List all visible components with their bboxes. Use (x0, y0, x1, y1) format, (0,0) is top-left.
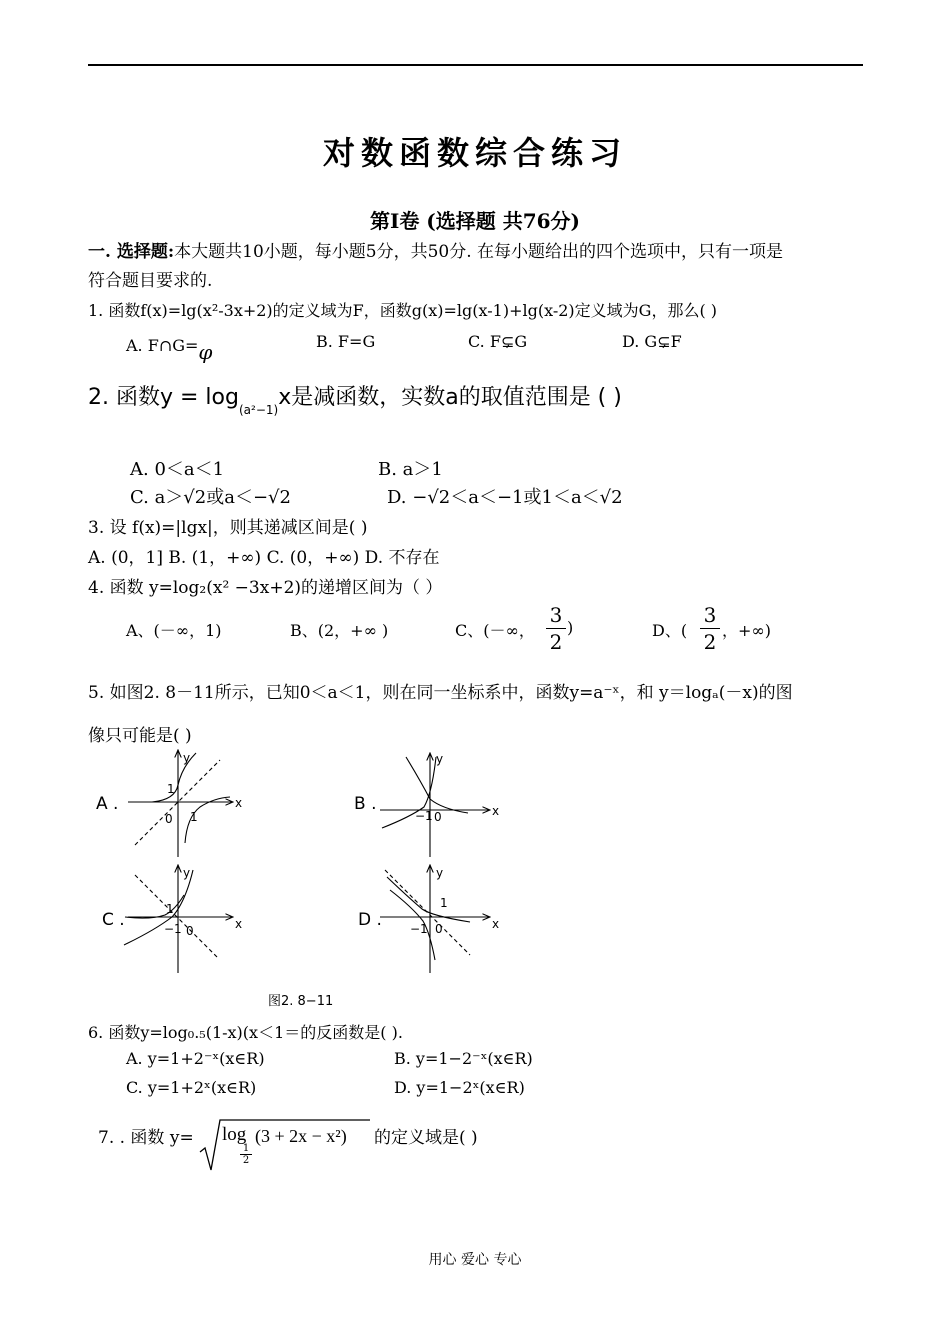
graph-c-x-axis-label: x (235, 917, 243, 931)
q6-option-c: C. y=1+2ˣ(x∈R) (126, 1078, 257, 1097)
graph-a-tick-0: 0 (165, 812, 173, 826)
q4-option-d-pre: D、( (652, 621, 688, 640)
q4-d-frac-num: 3 (703, 603, 717, 627)
q1-option-d: D. G⊊F (622, 332, 682, 351)
q4-stem: 4. 函数 y=log₂(x² −3x+2)的递增区间为（ ） (88, 578, 443, 598)
q7-log-base (240, 1143, 252, 1166)
q4-c-frac-num: 3 (549, 603, 563, 627)
q7-stem-post: 的定义域是( ) (374, 1128, 478, 1148)
graph-b-y-axis-label: y (436, 752, 444, 766)
q1-stem: 1. 函数f(x)=lg(x²-3x+2)的定义域为F，函数g(x)=lg(x-1)+lg(x-2)定义域为G，那么( ) (88, 301, 718, 320)
q4-option-c-post: ) (567, 618, 574, 637)
graph-c (124, 865, 233, 973)
q5-graphs (90, 745, 510, 1005)
q2-option-c: C. a＞√2或a＜−√2 (130, 487, 291, 508)
q4-option-a: A、(－∞，1) (126, 621, 222, 640)
section-intro (88, 237, 783, 262)
q1-option-b: B. F=G (316, 332, 376, 351)
graph-c-label: C . (102, 910, 125, 930)
q6-option-a: A. y=1+2⁻ˣ(x∈R) (126, 1049, 265, 1068)
q4-option-c-pre: C、(－∞， (455, 621, 535, 640)
q2-option-d: D. −√2＜a＜−1或1＜a＜√2 (387, 487, 623, 508)
q7-base-den: 2 (242, 1155, 250, 1166)
q6-stem: 6. 函数y=log₀.₅(1-x)(x＜1＝的反函数是( ). (88, 1023, 403, 1042)
q4-d-frac-den: 2 (703, 630, 717, 654)
section-label: 一. 选择题: (88, 242, 175, 262)
q1-option-c: C. F⊊G (468, 332, 528, 351)
q3-options: A. (0，1] B. (1，+∞) C. (0，+∞) D. 不存在 (88, 548, 440, 568)
graph-a-label: A . (96, 794, 119, 814)
header-rule (88, 64, 863, 66)
q2-stem-post: x是减函数，实数a的取值范围是 ( ) (278, 385, 622, 410)
q1-option-a (126, 332, 213, 364)
graph-d-tick-0: 0 (435, 922, 443, 936)
graph-c-tick-0: 0 (186, 924, 194, 938)
page-title: 对数函数综合练习 (322, 134, 627, 172)
q4-c-fraction (546, 603, 566, 654)
q4-option-d-post: ，+∞) (722, 621, 771, 640)
q4-c-frac-den: 2 (549, 630, 563, 654)
q5-stem: 5. 如图2. 8－11所示，已知0＜a＜1，则在同一坐标系中，函数y=a⁻ˣ，和 y＝logₐ(－x)的图 (88, 683, 793, 703)
graph-d-tick-neg1: −1 (410, 922, 428, 936)
q7-log-word: log (222, 1124, 247, 1145)
graph-a-y-axis-label: y (183, 751, 191, 765)
graph-b-label: B . (354, 794, 377, 814)
graph-a (128, 750, 233, 857)
section-text: 本大题共10小题，每小题5分，共50分. 在每小题给出的四个选项中，只有一项是 (174, 242, 784, 262)
graph-d-x-axis-label: x (492, 917, 500, 931)
q3-stem: 3. 设 f(x)=|lgx|，则其递减区间是( ) (88, 518, 368, 538)
section-text-cont: 符合题目要求的. (88, 271, 213, 291)
q5-stem-cont: 像只可能是( ) (88, 726, 192, 746)
graph-c-tick-neg1: −1 (164, 922, 182, 936)
empty-set-symbol: φ (198, 340, 213, 364)
graph-d (380, 865, 490, 973)
q2-log-base: (a²−1) (238, 403, 279, 417)
q7-stem-pre: 7. . 函数 y= (98, 1128, 194, 1148)
q2-stem (88, 380, 622, 417)
q2-option-b: B. a＞1 (378, 459, 443, 480)
graph-b-tick-neg1: −1 (415, 809, 433, 823)
page-footer: 用心 爱心 专心 (428, 1252, 522, 1268)
q6-option-d: D. y=1−2ˣ(x∈R) (394, 1078, 525, 1097)
q2-option-a: A. 0＜a＜1 (130, 459, 225, 480)
figure-caption: 图2. 8−11 (268, 994, 334, 1009)
q7-log-argument: (3 + 2x − x²) (255, 1126, 347, 1146)
q6-option-b: B. y=1−2⁻ˣ(x∈R) (394, 1049, 533, 1068)
q1-option-a-text: A. F∩G= (126, 336, 199, 355)
graph-b (380, 753, 490, 857)
graph-b-x-axis-label: x (492, 804, 500, 818)
graph-d-y-axis-label: y (436, 866, 444, 880)
q2-stem-pre: 2. 函数y = log (88, 385, 239, 410)
q4-option-b: B、(2，+∞ ) (290, 621, 389, 640)
graph-d-label: D . (358, 910, 382, 930)
part-title: 第Ⅰ卷 (选择题 共76分) (369, 209, 581, 233)
q4-d-fraction (700, 603, 720, 654)
graph-c-tick-1: 1 (166, 902, 174, 916)
graph-d-tick-1: 1 (440, 896, 448, 910)
graph-b-tick-0: 0 (434, 810, 442, 824)
graph-a-x-axis-label: x (235, 796, 243, 810)
graph-a-tick-1: 1 (167, 782, 175, 796)
graph-c-y-axis-label: y (183, 866, 191, 880)
q7-base-num: 1 (242, 1143, 250, 1154)
graph-a-tick-1x: 1 (190, 810, 198, 824)
